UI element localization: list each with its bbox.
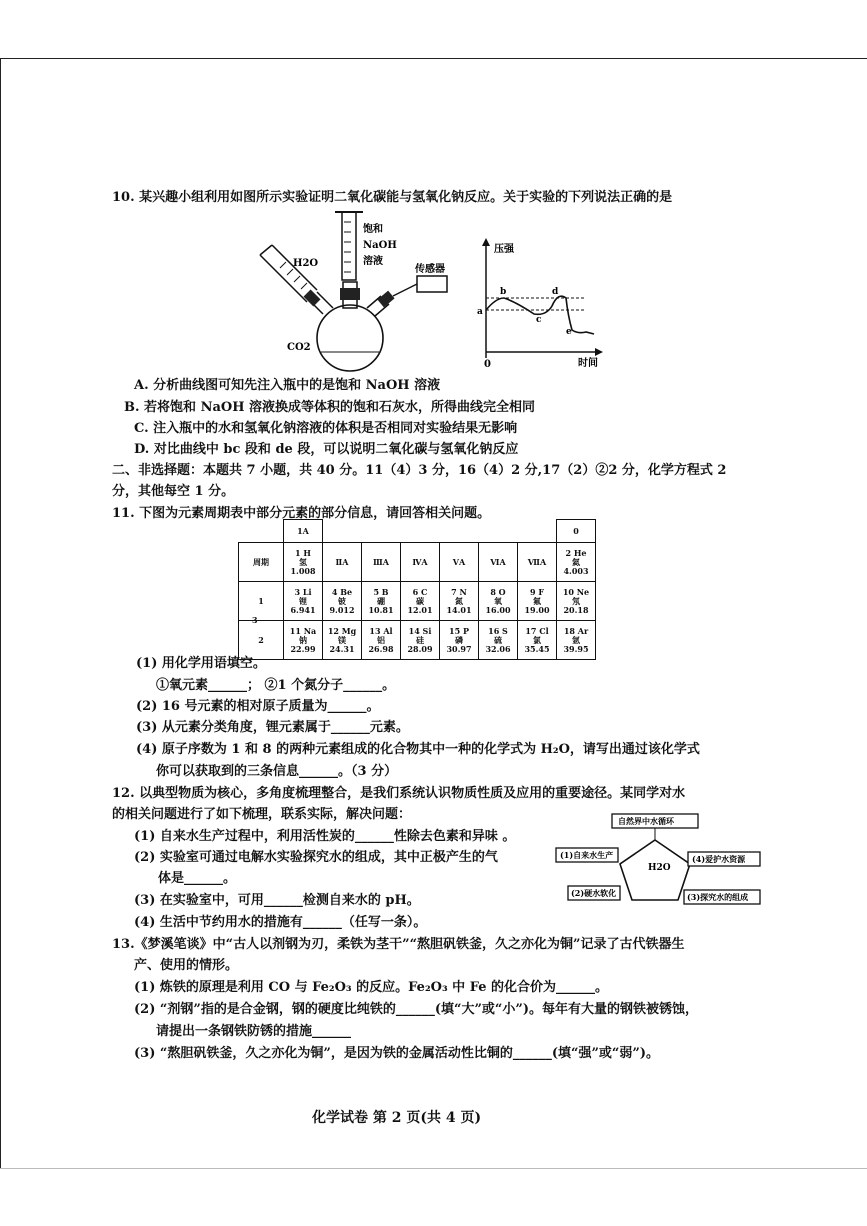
periodic-table (238, 519, 596, 660)
point-a: a (477, 307, 483, 317)
group-6a: ⅥA (479, 543, 518, 582)
element-he: 2 He 氦 4.003 (557, 543, 596, 582)
q13-item-2-cont: 请提出一条钢铁防锈的措施______ (156, 1024, 352, 1039)
origin-label: 0 (484, 359, 491, 370)
water-concept-diagram (548, 812, 763, 912)
point-e: e (566, 327, 572, 337)
diagram-bottom-left-label: (2)硬水软化 (571, 888, 617, 898)
group-5a: ⅤA (440, 543, 479, 582)
q10-option-a: A. 分析曲线图可知先注入瓶中的是饱和 NaOH 溶液 (134, 378, 441, 393)
section2-heading-line1: 二、非选择题：本题共 7 小题，共 40 分。11（4）3 分，16（4）2 分,17（2）②2 分，化学方程式 2 (112, 463, 727, 478)
group-4a: ⅣA (401, 543, 440, 582)
pentagon-center-h2o: H2O (648, 863, 671, 873)
label-naoh-2: NaOH (363, 240, 397, 251)
q11-item-3: (3) 从元素分类角度，锂元素属于______元素。 (136, 720, 409, 735)
period-label-1: 1 (239, 582, 284, 621)
diagram-right-label: (4)爱护水资源 (692, 854, 746, 864)
q13-stem-2: 产、使用的情形。 (134, 958, 239, 973)
q11-item-4: (4) 原子序数为 1 和 8 的两种元素组成的化合物其中一种的化学式为 H₂O，请写出通过该化学式 (136, 742, 700, 757)
diagram-bottom-right-label: (3)探究水的组成 (687, 892, 749, 902)
q10-apparatus-figure (255, 210, 470, 380)
group-1a: 1A (284, 520, 323, 543)
q12-item-1: (1) 自来水生产过程中，利用活性炭的______性除去色素和异味 。 (134, 829, 516, 844)
q12-item-4: (4) 生活中节约用水的措施有______（任写一条）。 (134, 915, 427, 930)
section2-heading-line2: 分，其他每空 1 分。 (112, 484, 235, 499)
q12-stem-1: 12. 以典型物质为核心，多角度梳理整合，是我们系统认识物质性质及应用的重要途径。某同学对水 (112, 786, 686, 801)
page-footer: 化学试卷 第 2 页(共 4 页) (312, 1110, 482, 1126)
point-b: b (500, 287, 507, 297)
label-sensor: 传感器 (415, 264, 445, 275)
q11-item-1-sub: ①氧元素______； ②1 个氮分子______。 (156, 678, 396, 693)
element-ne: 10 Ne 氖 20.18 (557, 582, 596, 621)
label-h2o: H2O (293, 258, 319, 269)
period-label-3: 3 (252, 615, 258, 625)
q13-stem-1: 13.《梦溪笔谈》中“古人以剂钢为刃，柔铁为茎干”“熬胆矾铁釜，久之亦化为铜”记录了古代铁器生 (112, 937, 685, 952)
element-be: 4 Be 铍 9.012 (323, 582, 362, 621)
q10-option-c: C. 注入瓶中的水和氢氧化钠溶液的体积是否相同对实验结果无影响 (134, 421, 518, 436)
element-c: 6 C 碳 12.01 (401, 582, 440, 621)
q10-pressure-graph (474, 236, 609, 371)
period-header: 周期 (239, 543, 284, 582)
q10-option-b: B. 若将饱和 NaOH 溶液换成等体积的饱和石灰水，所得曲线完全相同 (124, 400, 536, 415)
q11-item-2: (2) 16 号元素的相对原子质量为______。 (136, 699, 380, 714)
element-h: 1 H 氢 1.008 (284, 543, 323, 582)
page-border-bottom (0, 1168, 867, 1169)
element-mg: 12 Mg 镁 24.31 (323, 621, 362, 660)
q12-stem-2: 的相关问题进行了如下梳理，联系实际，解决问题： (112, 807, 412, 822)
q13-item-1: (1) 炼铁的原理是利用 CO 与 Fe₂O₃ 的反应。Fe₂O₃ 中 Fe 的化合价为______。 (134, 980, 609, 995)
y-axis-label: 压强 (494, 244, 514, 255)
x-axis-label: 时间 (578, 358, 598, 369)
q13-item-3: (3) “熬胆矾铁釜，久之亦化为铜”，是因为铁的金属活动性比铜的______(填“强”或“弱”)。 (134, 1046, 660, 1061)
group-3a: ⅢA (362, 543, 401, 582)
q11-item-4-cont: 你可以获取到的三条信息______。（3 分） (156, 764, 398, 779)
element-p: 15 P 磷 30.97 (440, 621, 479, 660)
q10-stem: 10. 某兴趣小组利用如图所示实验证明二氧化碳能与氢氧化钠反应。关于实验的下列说法正确的是 (112, 190, 673, 205)
element-cl: 17 Cl 氯 35.45 (518, 621, 557, 660)
label-co2: CO2 (287, 342, 311, 353)
q12-item-2: (2) 实验室可通过电解水实验探究水的组成，其中正极产生的气 (134, 850, 498, 865)
q11-item-1: (1) 用化学用语填空。 (136, 656, 266, 671)
element-o: 8 O 氧 16.00 (479, 582, 518, 621)
q12-item-3: (3) 在实验室中，可用______检测自来水的 pH。 (134, 893, 420, 908)
element-ar: 18 Ar 氩 39.95 (557, 621, 596, 660)
element-s: 16 S 硫 32.06 (479, 621, 518, 660)
point-d: d (552, 287, 559, 297)
label-naoh-1: 饱和 (363, 224, 383, 235)
element-na: 11 Na 钠 22.99 (284, 621, 323, 660)
group-2a: ⅡA (323, 543, 362, 582)
q12-item-2-cont: 体是______。 (158, 871, 237, 886)
page-border-left (0, 58, 1, 1168)
point-c: c (536, 315, 542, 325)
element-n: 7 N 氮 14.01 (440, 582, 479, 621)
element-li: 3 Li 锂 6.941 (284, 582, 323, 621)
diagram-top-label: 自然界中水循环 (618, 816, 674, 826)
group-7a: ⅦA (518, 543, 557, 582)
period-label-2: 2 (239, 621, 284, 660)
q13-item-2: (2) “剂钢”指的是合金钢，钢的硬度比纯铁的______(填“大”或“小”)。每年有大量的钢铁被锈蚀， (134, 1002, 699, 1017)
element-f: 9 F 氟 19.00 (518, 582, 557, 621)
element-b: 5 B 硼 10.81 (362, 582, 401, 621)
element-al: 13 Al 铝 26.98 (362, 621, 401, 660)
page-border-top (0, 58, 867, 59)
label-naoh-3: 溶液 (363, 256, 383, 267)
q11-stem: 11. 下图为元素周期表中部分元素的部分信息，请回答相关问题。 (112, 506, 491, 521)
element-si: 14 Si 硅 28.09 (401, 621, 440, 660)
diagram-left-label: (1)自来水生产 (560, 850, 614, 860)
q10-option-d: D. 对比曲线中 bc 段和 de 段，可以说明二氧化碳与氢氧化钠反应 (134, 442, 519, 457)
group-0: 0 (557, 520, 596, 543)
